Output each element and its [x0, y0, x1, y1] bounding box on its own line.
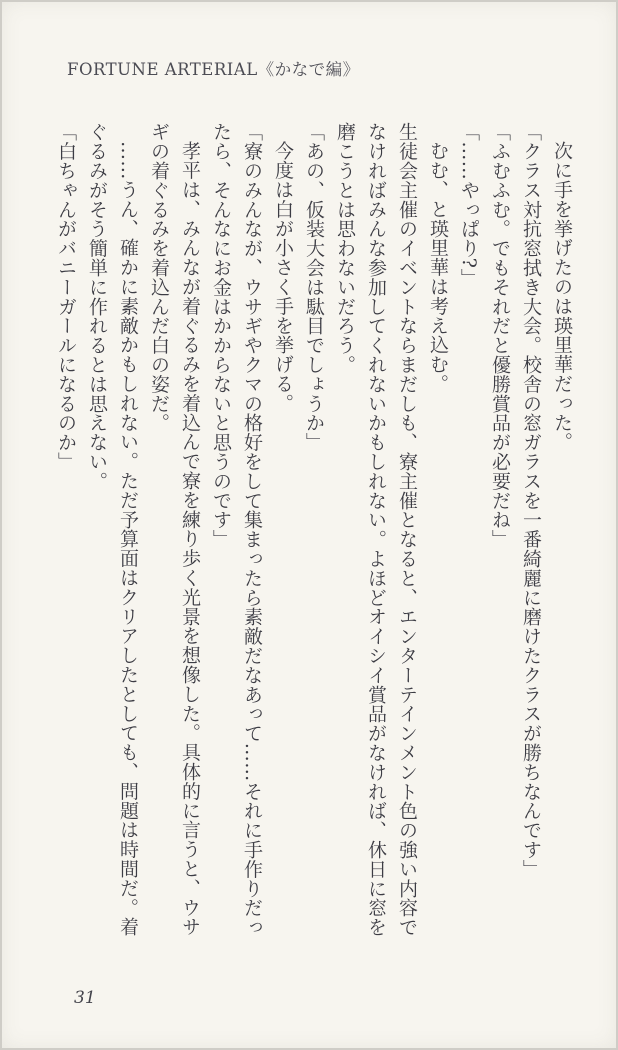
running-header: FORTUNE ARTERIAL《かなで編》	[67, 60, 360, 79]
paragraph: 次に手を挙げたのは瑛里華だった。	[551, 141, 573, 452]
paragraph: むむ、と瑛里華は考え込む。	[427, 141, 449, 394]
paragraph: 孝平は、みんなが着ぐるみを着込んで寮を練り歩く光景を想像した。具体的に言うと、ウサギの着ぐるみを着込んだ白の姿だ。	[148, 122, 201, 937]
paragraph: ……うん、確かに素敵かもしれない。ただ予算面はクリアしたとしても、問題は時間だ。着ぐるみがそう簡単に作れるとは思えない。	[86, 122, 139, 937]
paragraph: 「白ちゃんがバニーガールになるのか」	[55, 122, 77, 472]
page-number: 31	[74, 988, 96, 1008]
paragraph: 「クラス対抗窓拭き大会。校舎の窓ガラスを一番綺麗に磨けたクラスが勝ちなんです」	[520, 122, 542, 879]
body-text	[45, 122, 577, 940]
paragraph: 「ふむふむ。でもそれだと優勝賞品が必要だね」	[489, 122, 511, 549]
paragraph: 「あの、仮装大会は駄目でしょうか」	[303, 122, 325, 452]
paragraph: 生徒会主催のイベントならまだしも、寮主催となると、エンターテインメント色の強い内容でなければみんな参加してくれないかもしれない。よほどオイシイ賞品がなければ、休日に窓を磨こうとは思わないだろう。	[334, 122, 418, 937]
paragraph: 「……やっぱり?」	[458, 122, 480, 288]
paragraph: 「寮のみんなが、ウサギやクマの格好をして集まったら素敵だなあって……それに手作りだったら、そんなにお金はかからないと思うのです」	[210, 122, 263, 937]
paragraph: 今度は白が小さく手を挙げる。	[272, 141, 294, 413]
